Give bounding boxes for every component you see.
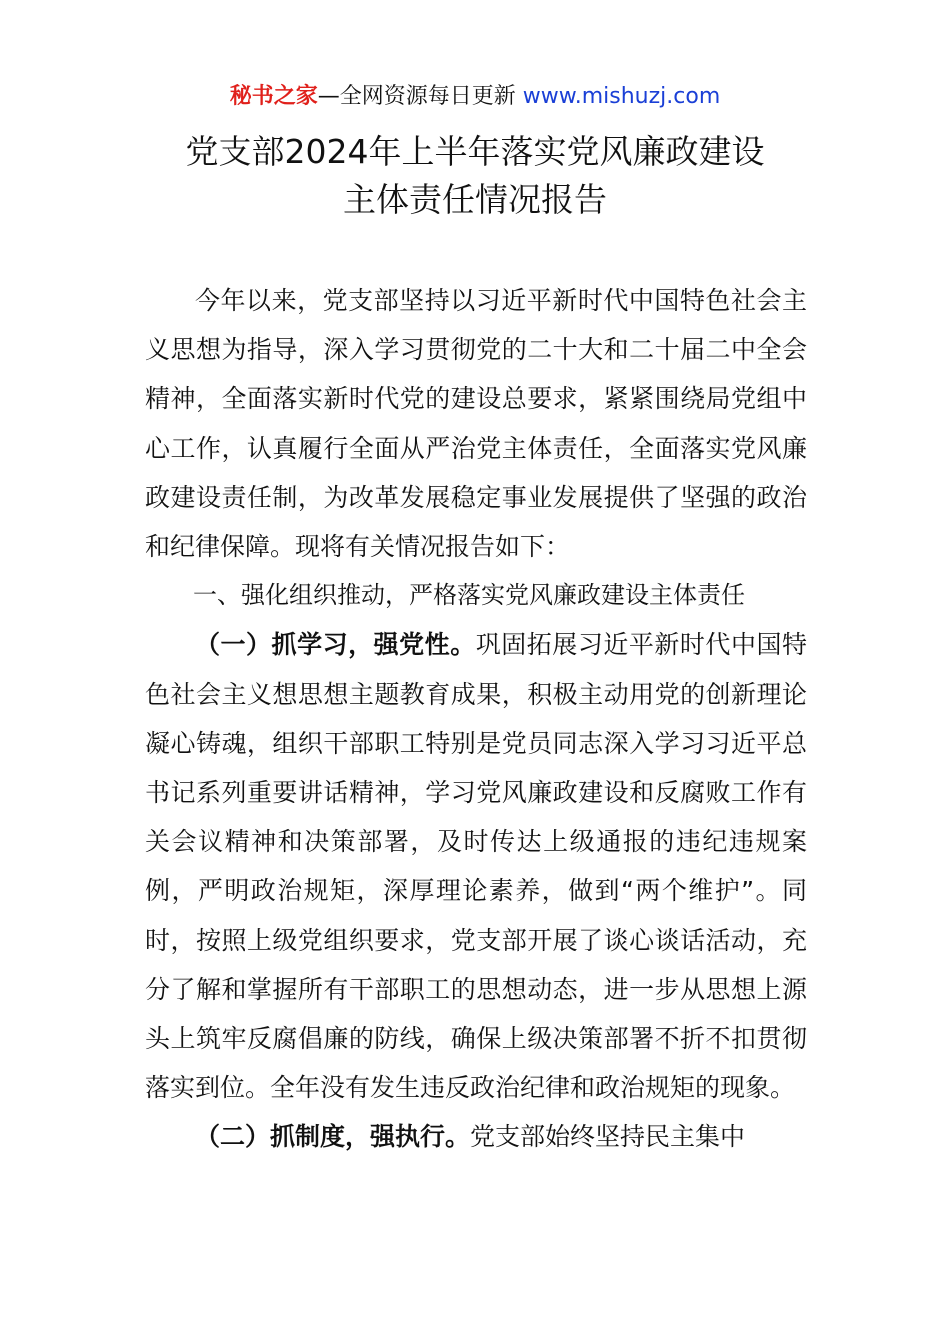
item-1-text: 巩固拓展习近平新时代中国特色社会主义想思想主题教育成果，积极主动用党的创新理论凝心铸魂，组织干部职工特别是党员同志深入学习习近平总书记系列重要讲话精神，学习党风廉政建设和反腐败工作有关会议精神和决策部署，及时传达上级通报的违纪违规案例，严明政治规矩，深厚理论素养，做到“两个维护”。同时，按照上级党组织要求，党支部开展了谈心谈话活动，充分了解和掌握所有干部职工的思想动态，进一步从思想上源头上筑牢反腐倡廉的防线，确保上级决策部署不折不扣贯彻落实到位。全年没有发生违反政治纪律和政治规矩的现象。 <box>145 630 807 1103</box>
item-1-lead: （一）抓学习，强党性。 <box>195 630 476 660</box>
item-2-paragraph <box>145 1112 807 1161</box>
section-heading-1: 一、强化组织推动，严格落实党风廉政建设主体责任 <box>193 581 745 610</box>
item-2-lead: （二）抓制度，强执行。 <box>195 1122 471 1152</box>
site-url[interactable]: www.mishuzj.com <box>522 84 721 109</box>
title-line-1: 党支部2024年上半年落实党风廉政建设 <box>185 132 765 171</box>
banner-tagline: —全网资源每日更新 <box>317 84 516 109</box>
item-1-paragraph <box>145 620 807 1112</box>
document-title <box>0 128 950 224</box>
title-line-2: 主体责任情况报告 <box>343 180 607 219</box>
item-2-text: 党支部始终坚持民主集中 <box>470 1122 746 1152</box>
brand-name: 秘书之家 <box>229 84 318 109</box>
site-banner <box>0 82 950 112</box>
document-body <box>145 276 807 1162</box>
intro-paragraph: 今年以来，党支部坚持以习近平新时代中国特色社会主义思想为指导，深入学习贯彻党的二十大和二十届二中全会精神，全面落实新时代党的建设总要求，紧紧围绕局党组中心工作，认真履行全面从严治党主体责任，全面落实党风廉政建设责任制，为改革发展稳定事业发展提供了坚强的政治和纪律保障。现将有关情况报告如下： <box>145 286 807 562</box>
